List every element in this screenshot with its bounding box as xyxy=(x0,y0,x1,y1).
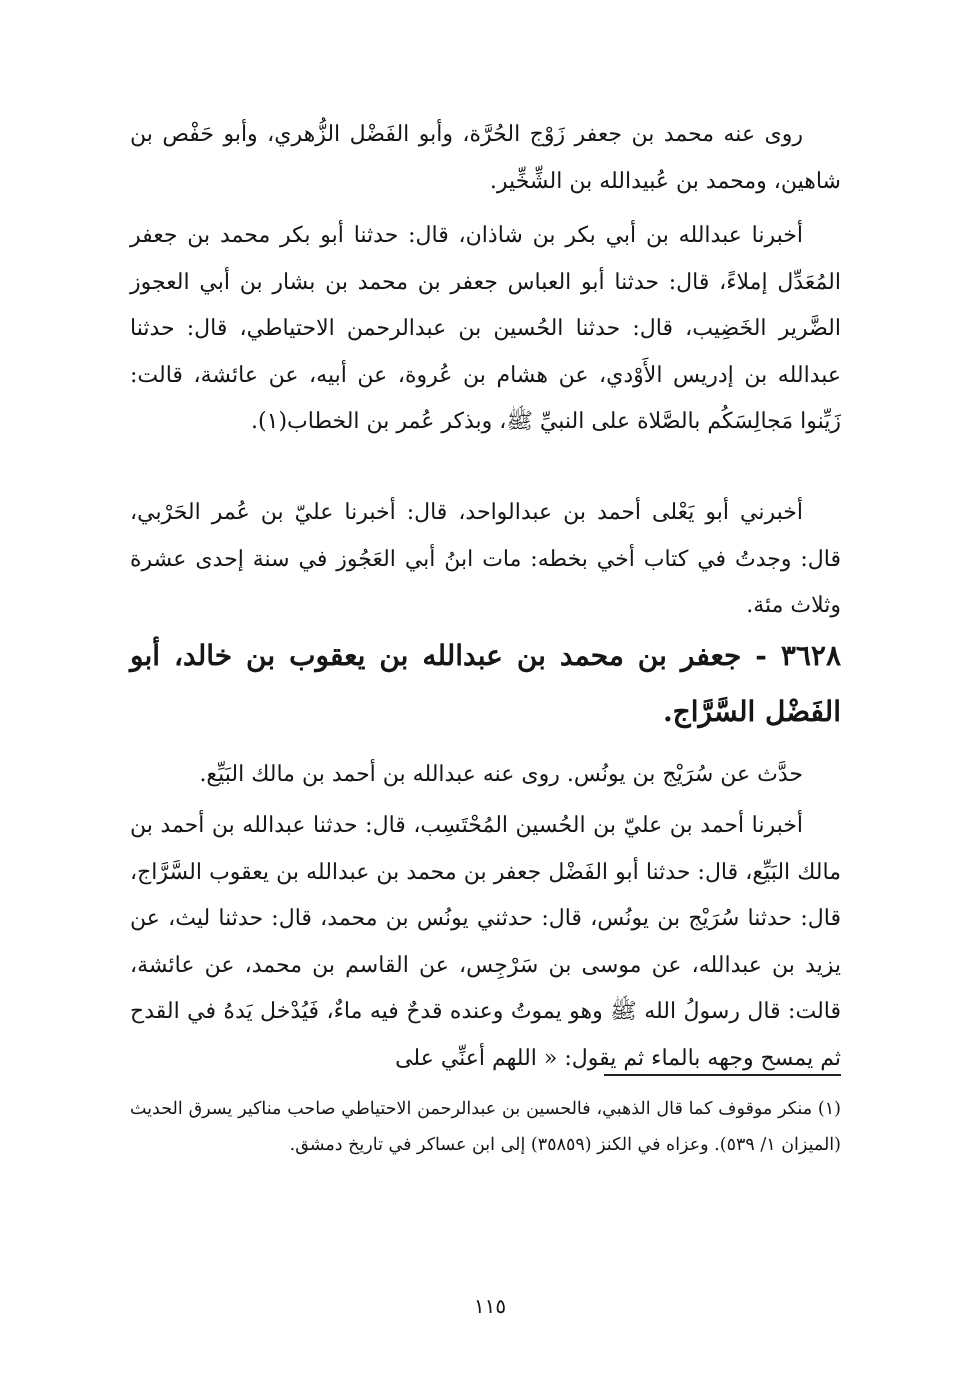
paragraph-isnad-2 xyxy=(130,803,841,1082)
paragraph-5: أخبرنا أحمد بن عليّ بن الحُسين المُحْتَسِب، قال: حدثنا عبدالله بن أحمد بن مالك البَيِّع، قال: حدثنا أبو الفَضْل جعفر بن محمد بن عبدالله بن يعقوب السَّرَّاج، قال: حدثنا سُرَيْج بن يونُس، قال: حدثني يونُس بن محمد، قال: حدثنا ليث، عن يزيد بن عبدالله، عن موسى بن سَرْجِس، عن القاسم بن محمد، عن عائشة، قالت: قال رسولُ الله ﷺ وهو يموتُ وعنده قدحٌ فيه ماءٌ، فَيُدْخل يَدهُ في القدح ثم يمسح وجهه بالماء ثم يقول: « اللهم أعنِّي على xyxy=(130,813,841,1071)
footnote-divider xyxy=(604,1074,841,1076)
paragraph-transmitter xyxy=(130,752,841,799)
paragraph-2: أخبرنا عبدالله بن أبي بكر بن شاذان، قال: حدثنا أبو بكر محمد بن جعفر المُعَدِّل إملاءً، قال: حدثنا أبو العباس جعفر بن محمد بن بشار بن أبي العجوز الضَّرير الخَضِيب، قال: حدثنا الحُسين بن عبدالرحمن الاحتياطي، قال: حدثنا عبدالله بن إدريس الأَوْدي، عن هشام بن عُروة، عن أبيه، عن عائشة، قالت: زَيِّنوا مَجالِسَكُم بالصَّلاة على النبيِّ ﷺ، وبذكر عُمر بن الخطاب(١). xyxy=(130,223,841,434)
paragraph-isnad-1 xyxy=(130,213,841,446)
entry-heading: ٣٦٢٨ - جعفر بن محمد بن عبدالله بن يعقوب بن خالد، أبو الفَضْل السَّرَّاج. xyxy=(130,639,841,728)
footnote-1: (١) منكر موقوف كما قال الذهبي، فالحسين بن عبدالرحمن الاحتياطي صاحب مناكير يسرق الحديث (الميزان ١/ ٥٣٩). وعزاه في الكنز (٣٥٨٥٩) إلى ابن عساكر في تاريخ دمشق. xyxy=(130,1099,841,1155)
paragraph-3: أخبرني أبو يَعْلى أحمد بن عبدالواحد، قال: أخبرنا عليّ بن عُمر الحَرْبي، قال: وجدتُ في كتاب أخي بخطه: مات ابنُ أبي العَجُوز في سنة إحدى عشرة وثلاث مئة. xyxy=(130,500,841,618)
paragraph-narrators xyxy=(130,112,841,205)
paragraph-4: حدَّث عن سُرَيْج بن يونُس. روى عنه عبدالله بن أحمد بن مالك البَيِّع. xyxy=(199,762,803,787)
entry-heading-block xyxy=(130,628,841,740)
paragraph-1: روى عنه محمد بن جعفر زَوْج الحُرَّة، وأبو الفَضْل الزُّهري، وأبو حَفْص بن شاهين، ومحمد بن عُبيدالله بن الشِّخِّير. xyxy=(130,122,841,194)
footnote-block xyxy=(130,1091,841,1163)
paragraph-death-date xyxy=(130,490,841,630)
page-number: ١١٥ xyxy=(473,1294,507,1318)
